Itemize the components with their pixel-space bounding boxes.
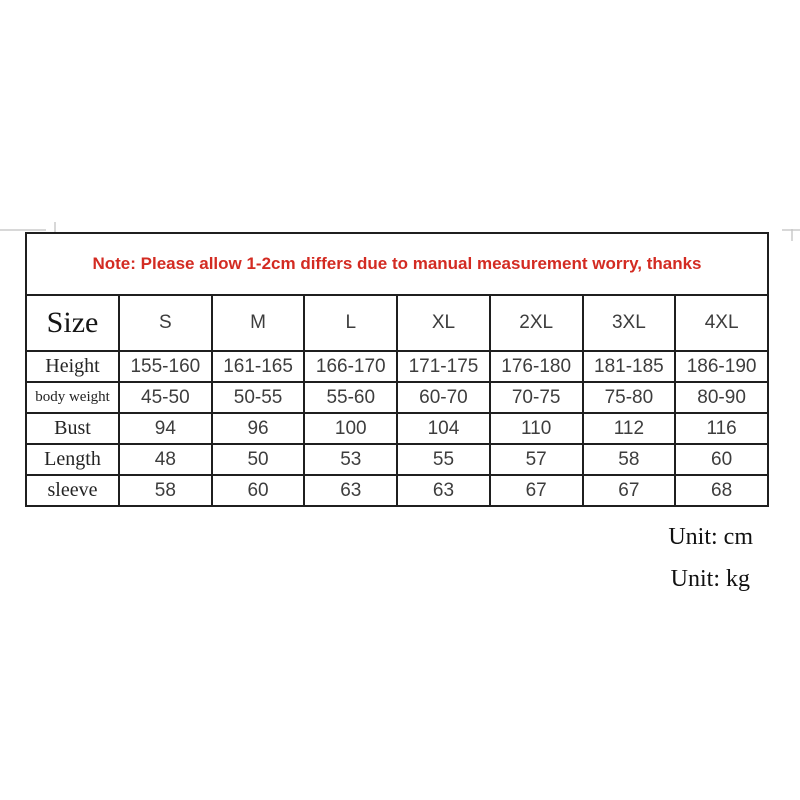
value-cell: 94 <box>119 413 212 444</box>
row-label-sleeve: sleeve <box>26 475 119 506</box>
value-cell: 57 <box>490 444 583 475</box>
size-header-l: L <box>304 295 397 351</box>
value-cell: 75-80 <box>583 382 676 413</box>
size-header-2xl: 2XL <box>490 295 583 351</box>
value-cell: 110 <box>490 413 583 444</box>
scan-artifact-line <box>54 222 56 232</box>
size-chart-table <box>25 232 769 507</box>
value-cell: 67 <box>490 475 583 506</box>
row-label-bust: Bust <box>26 413 119 444</box>
value-cell: 50 <box>212 444 305 475</box>
value-cell: 96 <box>212 413 305 444</box>
row-label-length: Length <box>26 444 119 475</box>
value-cell: 48 <box>119 444 212 475</box>
scan-artifact-line <box>791 229 793 241</box>
value-cell: 58 <box>119 475 212 506</box>
measurement-note: Note: Please allow 1-2cm differs due to manual measurement worry, thanks <box>26 233 768 295</box>
size-header-m: M <box>212 295 305 351</box>
value-cell: 60 <box>212 475 305 506</box>
value-cell: 186-190 <box>675 351 768 382</box>
value-cell: 68 <box>675 475 768 506</box>
unit-cm-label: Unit: cm <box>668 524 753 550</box>
value-cell: 171-175 <box>397 351 490 382</box>
size-header-4xl: 4XL <box>675 295 768 351</box>
table-row-length <box>26 444 768 475</box>
value-cell: 181-185 <box>583 351 676 382</box>
value-cell: 55-60 <box>304 382 397 413</box>
value-cell: 161-165 <box>212 351 305 382</box>
scan-artifact-line <box>0 229 46 231</box>
value-cell: 53 <box>304 444 397 475</box>
value-cell: 116 <box>675 413 768 444</box>
value-cell: 55 <box>397 444 490 475</box>
value-cell: 60 <box>675 444 768 475</box>
value-cell: 63 <box>397 475 490 506</box>
value-cell: 112 <box>583 413 676 444</box>
value-cell: 100 <box>304 413 397 444</box>
size-header-3xl: 3XL <box>583 295 676 351</box>
unit-kg-label: Unit: kg <box>670 566 750 592</box>
value-cell: 104 <box>397 413 490 444</box>
table-row-body-weight <box>26 382 768 413</box>
value-cell: 45-50 <box>119 382 212 413</box>
value-cell: 155-160 <box>119 351 212 382</box>
size-header-xl: XL <box>397 295 490 351</box>
value-cell: 176-180 <box>490 351 583 382</box>
row-label-body-weight: body weight <box>26 382 119 413</box>
value-cell: 58 <box>583 444 676 475</box>
table-row-height <box>26 351 768 382</box>
value-cell: 50-55 <box>212 382 305 413</box>
value-cell: 67 <box>583 475 676 506</box>
size-header-s: S <box>119 295 212 351</box>
value-cell: 80-90 <box>675 382 768 413</box>
value-cell: 63 <box>304 475 397 506</box>
size-corner-label: Size <box>26 295 119 351</box>
size-header-row <box>26 295 768 351</box>
value-cell: 166-170 <box>304 351 397 382</box>
row-label-height: Height <box>26 351 119 382</box>
table-row-bust <box>26 413 768 444</box>
value-cell: 60-70 <box>397 382 490 413</box>
note-row <box>26 233 768 295</box>
value-cell: 70-75 <box>490 382 583 413</box>
table-row-sleeve <box>26 475 768 506</box>
